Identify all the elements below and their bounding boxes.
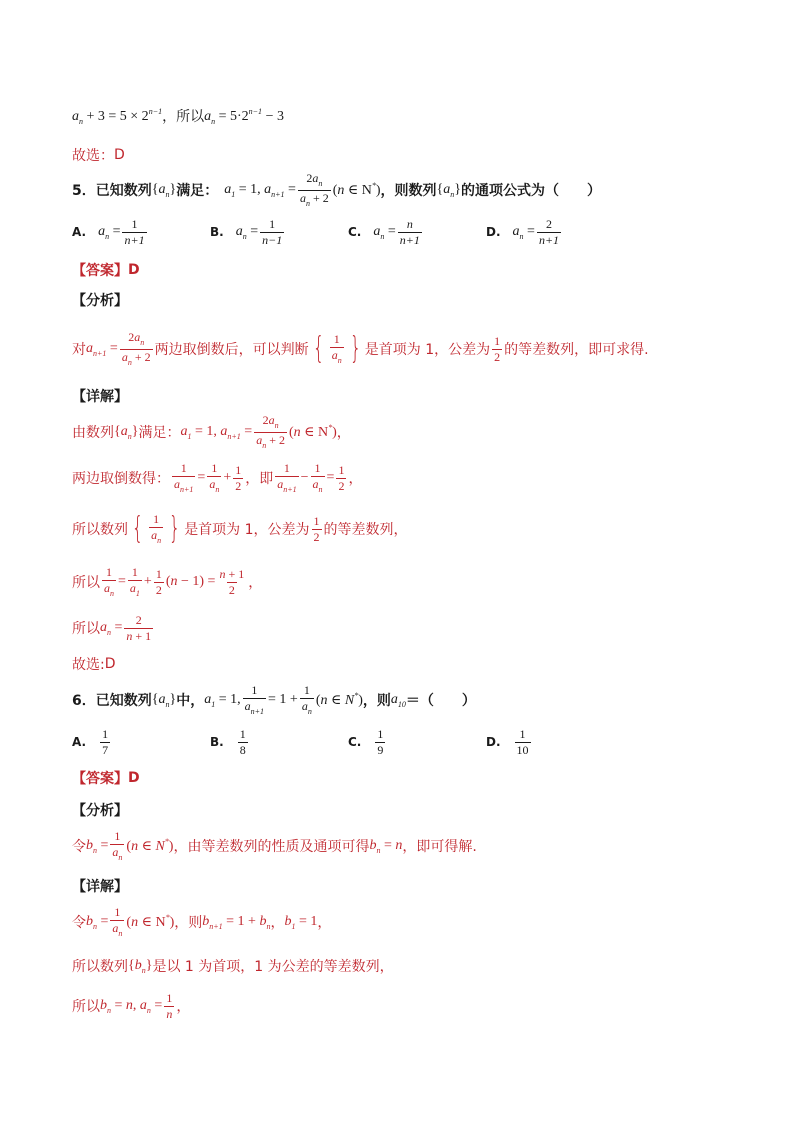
formula: $b_n$ = (86, 837, 109, 855)
option-d[interactable] (486, 728, 624, 756)
sequence-brace: { $\frac{1}{a_n}$ } (312, 330, 361, 366)
detail-text: 所以数列 (72, 522, 128, 538)
detail-text: ，则 (174, 915, 203, 931)
detail-text: 所以 (72, 621, 100, 637)
formula: $\{b_n\}$ (128, 957, 153, 975)
detail-q6-line1 (72, 902, 734, 942)
detail-text: 所以数列 (72, 959, 128, 975)
formula: + (143, 574, 152, 589)
option-label: B. (210, 225, 224, 239)
fraction: $\frac{2}{n+1}$ (538, 216, 560, 247)
formula: + (223, 470, 232, 485)
formula: $a_n$ = (100, 619, 123, 637)
analysis-text: ，由等差数列的性质及通项可得 (173, 839, 370, 855)
detail-text: ， (248, 575, 263, 591)
analysis-heading-q5 (72, 290, 734, 310)
analysis-label: 【分析】 (72, 803, 128, 819)
fraction: $\frac{1}{2}$ (338, 462, 345, 493)
fraction: $\frac{1}{7}$ (102, 726, 109, 757)
formula: $b_n = n$, $a_n$ = (100, 997, 163, 1015)
detail-text: ， (270, 915, 285, 931)
analysis-heading-q6 (72, 800, 734, 820)
fraction: $\frac{1}{n+1}$ (124, 216, 145, 247)
fraction: $\frac{1}{a_{n+1}}$ (277, 461, 297, 494)
fraction: $\frac{1}{n-1}$ (262, 216, 283, 247)
option-c[interactable] (348, 728, 486, 756)
question-5 (72, 170, 734, 210)
detail-text: 由数列 (72, 425, 114, 441)
question-6 (72, 680, 734, 720)
option-a[interactable] (72, 218, 210, 246)
question-text: 已知数列 (95, 183, 152, 199)
formula: (n ∈ N*) (126, 837, 174, 854)
options-q5 (72, 214, 734, 250)
formula: − (300, 470, 309, 485)
detail-q6-line2 (72, 956, 734, 976)
option-b[interactable] (210, 218, 348, 246)
detail-text: 是以 1 为首项，1 为公差的等差数列， (152, 959, 394, 975)
fraction: $\frac{1}{n}$ (166, 990, 173, 1021)
formula: $a_n$ = (235, 223, 259, 241)
fraction: $\frac{2}{n + 1}$ (126, 612, 152, 643)
question-text: 的通项公式为（ ） (461, 183, 602, 199)
question-number: 5． (72, 183, 96, 199)
option-label: A. (72, 735, 87, 749)
analysis-label: 【分析】 (72, 293, 128, 309)
fraction: $\frac{1}{10}$ (516, 726, 529, 757)
question-text: ，则 (362, 693, 391, 709)
guxuan-label: 故选： (72, 148, 114, 164)
option-d[interactable] (486, 218, 624, 246)
fraction: $\frac{n + 1}{2}$ (219, 566, 245, 597)
formula: (n − 1) = (165, 574, 216, 589)
text-suoyi: ，所以 (162, 109, 205, 125)
formula: = (118, 574, 126, 589)
detail-text: ，即 (245, 471, 274, 487)
detail-label: 【详解】 (72, 389, 128, 405)
formula: (n ∈ N*) (332, 181, 381, 198)
fraction: $\frac{1}{2}$ (313, 513, 320, 544)
answer-label: 【答案】 (72, 263, 128, 279)
analysis-text: 对 (72, 342, 86, 358)
fraction: $\frac{1}{a_n}$ (301, 683, 312, 716)
formula: = (326, 470, 335, 485)
fraction: $\frac{1}{8}$ (239, 726, 246, 757)
formula: $\{a_n\}$ (114, 423, 139, 441)
answer-value: D (128, 770, 140, 786)
options-q6 (72, 724, 734, 760)
fraction: $\frac{1}{2}$ (235, 462, 242, 493)
formula: $\{a_n\}$ (436, 181, 462, 199)
formula: = (197, 470, 206, 485)
detail-text: ， (336, 425, 351, 441)
answer-q5 (72, 260, 734, 280)
fraction: $\frac{1}{2}$ (155, 566, 162, 597)
formula: $b_{n+1} = 1 + b_n$ (202, 913, 271, 931)
fraction: $\frac{1}{a_n}$ (209, 461, 220, 494)
formula: $\{a_n\}$ (151, 691, 177, 709)
question-text: 满足： (176, 183, 219, 199)
detail-q5-line2 (72, 458, 734, 498)
fraction: $\frac{1}{a_n}$ (112, 829, 123, 862)
detail-heading-q5 (72, 386, 734, 406)
question-number: 6． (72, 693, 96, 709)
analysis-text: 两边取倒数后，可以判断 (154, 342, 309, 358)
analysis-text: 的等差数列，即可求得. (504, 342, 649, 358)
detail-text: 的等差数列， (323, 522, 408, 538)
sequence-brace: { $\frac{1}{a_n}$ } (131, 510, 181, 546)
detail-text: 两边取倒数得： (72, 471, 170, 487)
analysis-q6 (72, 826, 734, 866)
answer-label: 【答案】 (72, 771, 128, 787)
formula: $a_n = 5\cdot 2^{n-1} - 3$ (204, 106, 284, 126)
detail-text: 所以 (72, 575, 100, 591)
formula: $a_n$ = (512, 223, 535, 241)
option-label: D. (486, 225, 501, 239)
formula: (n ∈ N*) (126, 913, 175, 930)
prev-final-answer (72, 145, 734, 165)
detail-q5-line4 (72, 562, 734, 602)
formula: $a_n$ = (373, 223, 396, 241)
final-answer-q5 (72, 654, 734, 674)
continuation-line (72, 106, 734, 126)
formula: $b_n = n$ (369, 837, 403, 855)
formula: = 1 + (268, 692, 298, 707)
detail-text: 是首项为 1，公差为 (184, 522, 310, 538)
option-label: D. (486, 735, 501, 749)
detail-text: 满足： (138, 425, 181, 441)
formula: $a_{10}$ (390, 691, 406, 709)
fraction: $\frac{1}{9}$ (377, 726, 384, 757)
formula: $a_1 = 1$, $a_{n+1}$ = (224, 181, 296, 199)
formula: $a_1 = 1$, $a_{n+1}$ = (180, 423, 253, 441)
guxuan-label: 故选: (72, 657, 105, 673)
detail-heading-q6 (72, 876, 734, 896)
question-text: ，则数列 (380, 183, 437, 199)
detail-text: 令 (72, 915, 86, 931)
fraction: $\frac{1}{a_1}$ (129, 565, 140, 598)
analysis-text: ，即可得解. (402, 839, 477, 855)
formula: $b_1 = 1$ (284, 913, 318, 931)
fraction: $\frac{1}{a_n}$ (312, 461, 323, 494)
formula: $\{a_n\}$ (151, 181, 177, 199)
option-label: A. (72, 225, 87, 239)
question-text: 中， (176, 693, 205, 709)
detail-q6-line3 (72, 986, 734, 1026)
option-a[interactable] (72, 728, 210, 756)
formula: (n ∈ N*) (315, 691, 363, 708)
detail-text: ， (317, 915, 332, 931)
fraction: $\frac{1}{a_n}$ (112, 905, 123, 938)
option-b[interactable] (210, 728, 348, 756)
analysis-text: 是首项为 1，公差为 (364, 342, 491, 358)
analysis-text: 令 (72, 839, 86, 855)
fraction: $\frac{2a_n}{a_n + 2}$ (256, 413, 285, 450)
detail-q5-line1 (72, 412, 734, 452)
fraction: $\frac{1}{2}$ (494, 333, 501, 364)
answer-value: D (128, 262, 140, 278)
formula: $b_n$ = (86, 913, 109, 931)
fraction: $\frac{2a_n}{a_n + 2}$ (121, 330, 151, 367)
analysis-q5 (72, 328, 734, 370)
question-text: 已知数列 (95, 693, 152, 709)
detail-label: 【详解】 (72, 879, 128, 895)
option-label: C. (348, 735, 362, 749)
guxuan-value: D (104, 656, 116, 672)
option-label: C. (348, 225, 362, 239)
formula: $a_n + 3 = 5 \times 2^{n-1}$ (72, 106, 163, 126)
answer-q6 (72, 768, 734, 788)
formula: (n ∈ N*) (288, 423, 337, 440)
fraction: $\frac{1}{a_{n+1}}$ (174, 461, 194, 494)
fraction: $\frac{1}{a_{n+1}}$ (244, 683, 265, 716)
formula: $a_{n+1}$ = (86, 340, 118, 358)
question-text: ＝（ ） (405, 693, 476, 709)
detail-text: ， (176, 999, 191, 1015)
fraction: $\frac{n}{n+1}$ (399, 216, 420, 247)
option-label: B. (210, 735, 224, 749)
guxuan-value: D (114, 147, 125, 163)
detail-q5-line5 (72, 608, 734, 648)
formula: $a_1 = 1$, (204, 691, 241, 709)
detail-text: ， (348, 471, 363, 487)
formula: $a_n$ = (98, 223, 121, 241)
fraction: $\frac{2a_n}{a_n + 2}$ (299, 171, 329, 208)
detail-text: 所以 (72, 999, 100, 1015)
detail-q5-line3 (72, 508, 734, 550)
fraction: $\frac{1}{a_n}$ (104, 565, 114, 598)
option-c[interactable] (348, 218, 486, 246)
